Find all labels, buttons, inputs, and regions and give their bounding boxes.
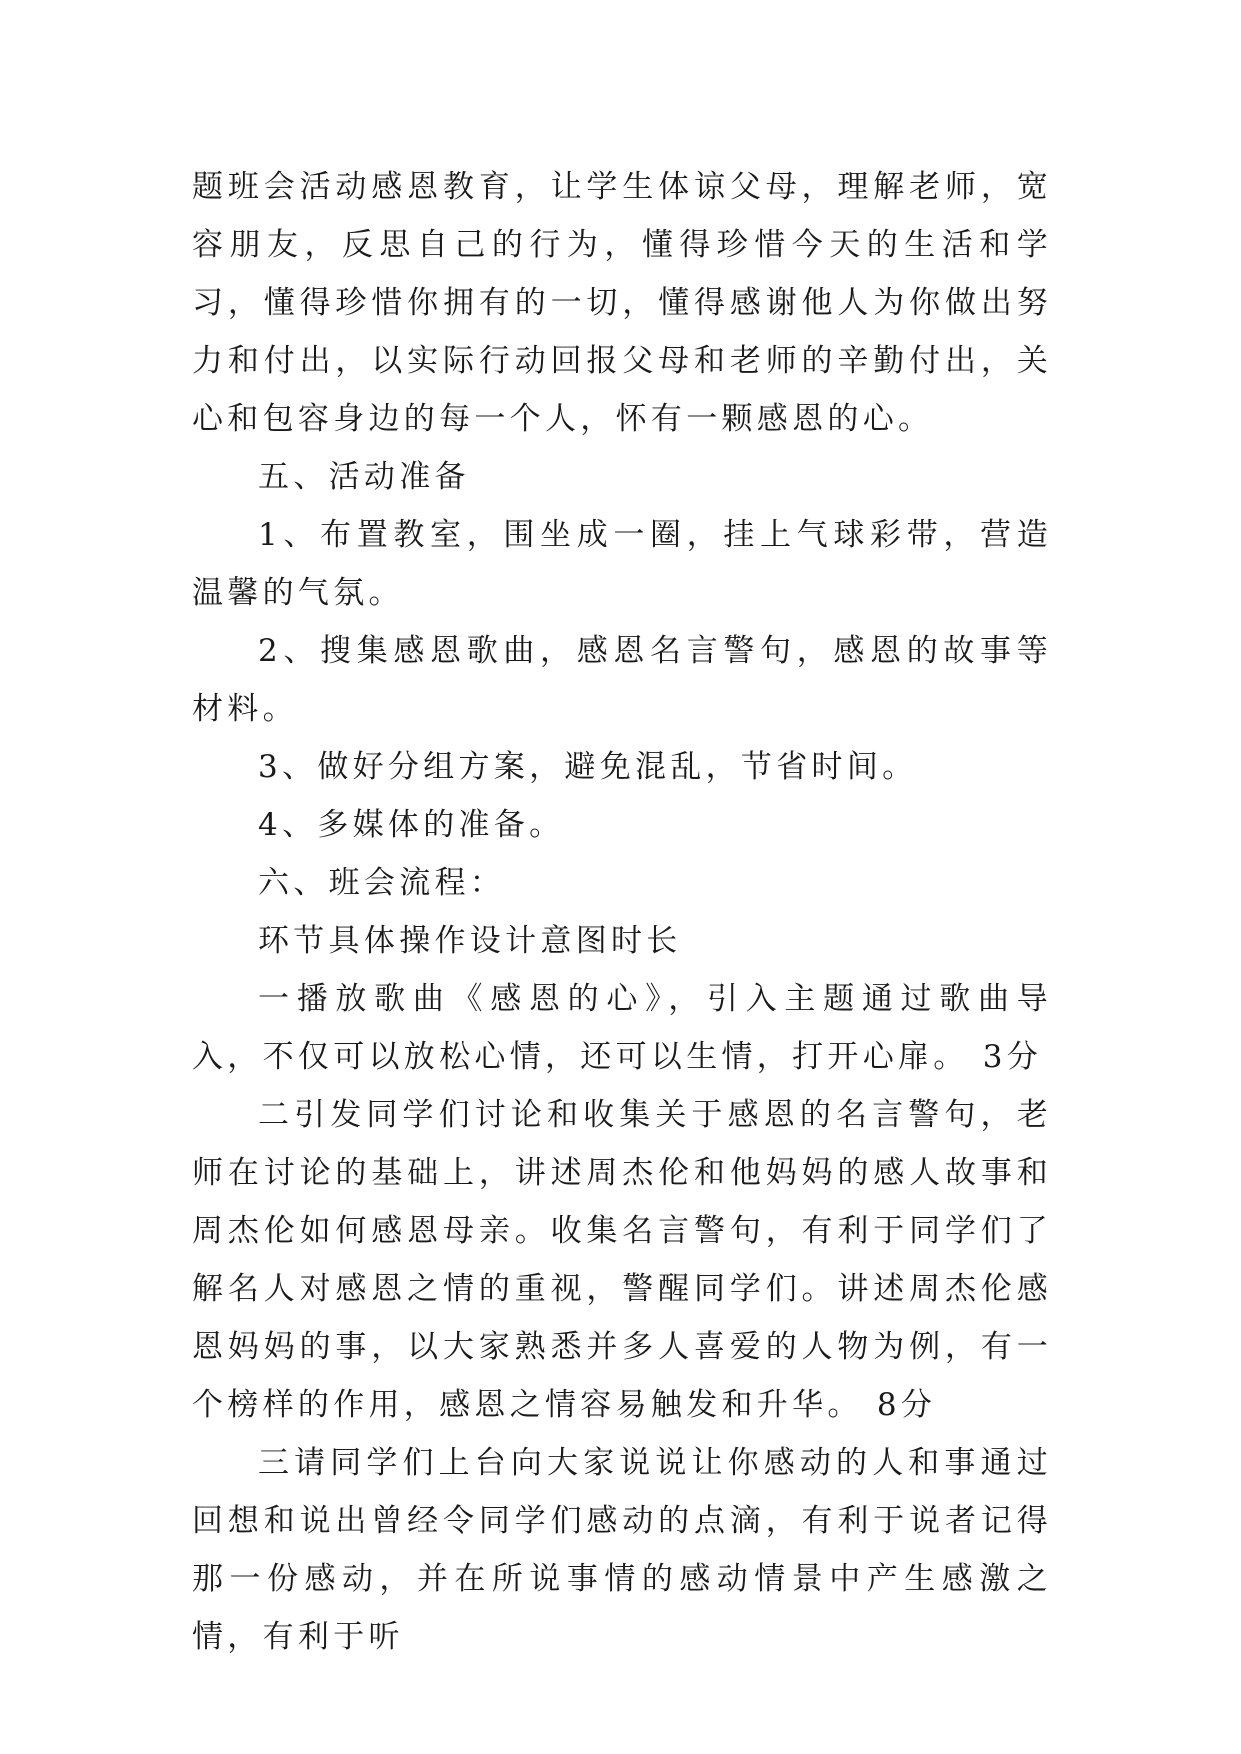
process-step-2: 二引发同学们讨论和收集关于感恩的名言警句，老师在讨论的基础上，讲述周杰伦和他妈妈的感人故事和周杰伦如何感恩母亲。收集名言警句，有利于同学们了解名人对感恩之情的重视，警醒同学们。讲述周杰伦感恩妈妈的事，以大家熟悉并多人喜爱的人物为例，有一个榜样的作用，感恩之情容易触发和升华。 8分 <box>192 1097 1052 1423</box>
list-item-prep-2: 2、搜集感恩歌曲，感恩名言警句，感恩的故事等材料。 <box>192 633 1052 727</box>
list-item-prep-1: 1、布置教室，围坐成一圈，挂上气球彩带，营造温馨的气氛。 <box>192 517 1052 611</box>
list-item-prep-3: 3、做好分组方案，避免混乱，节省时间。 <box>258 749 918 785</box>
heading-meeting-process: 六、班会流程： <box>258 865 506 901</box>
paragraph-gratitude-goal: 题班会活动感恩教育，让学生体谅父母，理解老师，宽容朋友，反思自己的行为，懂得珍惜今天的生活和学习，懂得珍惜你拥有的一切，懂得感谢他人为你做出努力和付出，以实际行动回报父母和老师的辛勤付出，关心和包容身边的每一个人，怀有一颗感恩的心。 <box>192 169 1052 437</box>
process-step-1: 一播放歌曲《感恩的心》，引入主题通过歌曲导入，不仅可以放松心情，还可以生情，打开心扉。 3分 <box>192 981 1052 1075</box>
heading-activity-preparation: 五、活动准备 <box>258 459 470 495</box>
process-step-3: 三请同学们上台向大家说说让你感动的人和事通过回想和说出曾经令同学们感动的点滴，有利于说者记得那一份感动，并在所说事情的感动情景中产生感激之情，有利于听 <box>192 1445 1052 1655</box>
document-body <box>192 158 1052 1666</box>
process-table-header: 环节具体操作设计意图时长 <box>258 923 682 959</box>
list-item-prep-4: 4、多媒体的准备。 <box>258 807 565 843</box>
